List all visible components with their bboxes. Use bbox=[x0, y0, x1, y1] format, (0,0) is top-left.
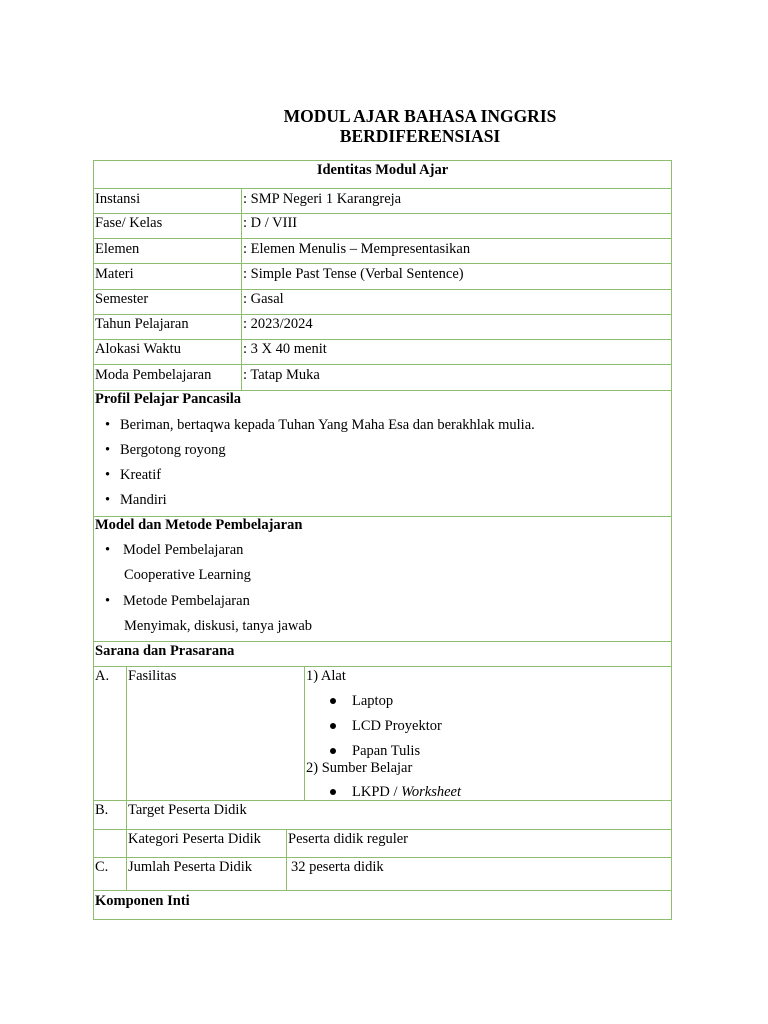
sumber-label: 2) Sumber Belajar bbox=[306, 760, 413, 776]
profil-header: Profil Pelajar Pancasila bbox=[95, 391, 242, 407]
model-item-detail: Cooperative Learning bbox=[124, 567, 251, 583]
sarana-b-title: Target Peserta Didik bbox=[128, 802, 247, 818]
document-title bbox=[0, 106, 768, 146]
identitas-value: : SMP Negeri 1 Karangreja bbox=[243, 191, 402, 207]
model-item: Metode Pembelajaran bbox=[123, 593, 250, 609]
bullet-icon: • bbox=[105, 467, 111, 483]
identitas-value: : Gasal bbox=[243, 291, 284, 307]
kategori-blank-cell bbox=[93, 829, 127, 858]
identitas-label: Moda Pembelajaran bbox=[95, 367, 212, 383]
kategori-value: Peserta didik reguler bbox=[288, 831, 408, 847]
profil-item: Bergotong royong bbox=[120, 442, 226, 458]
alat-label: 1) Alat bbox=[306, 668, 346, 684]
identitas-label: Alokasi Waktu bbox=[95, 341, 181, 357]
bullet-dot-icon bbox=[330, 748, 336, 754]
kategori-label: Kategori Peserta Didik bbox=[128, 831, 261, 847]
title-line-2: BERDIFERENSIASI bbox=[339, 126, 501, 146]
bullet-icon: • bbox=[105, 593, 111, 609]
bullet-icon: • bbox=[105, 442, 111, 458]
identitas-label: Fase/ Kelas bbox=[95, 215, 163, 231]
identitas-value: : 3 X 40 menit bbox=[243, 341, 327, 357]
profil-item: Beriman, bertaqwa kepada Tuhan Yang Maha Esa dan berakhlak mulia. bbox=[120, 417, 535, 433]
bullet-icon: • bbox=[105, 492, 111, 508]
identitas-label: Materi bbox=[95, 266, 134, 282]
sarana-c-title: Jumlah Peserta Didik bbox=[128, 859, 253, 875]
identitas-value: : 2023/2024 bbox=[243, 316, 313, 332]
alat-item: Laptop bbox=[352, 693, 394, 709]
bullet-icon: • bbox=[105, 542, 111, 558]
alat-item: Papan Tulis bbox=[352, 743, 421, 759]
identitas-value: : Elemen Menulis – Mempresentasikan bbox=[243, 241, 471, 257]
bullet-icon: • bbox=[105, 417, 111, 433]
profil-item: Mandiri bbox=[120, 492, 167, 508]
model-item-detail: Menyimak, diskusi, tanya jawab bbox=[124, 618, 313, 634]
sumber-item-italic: Worksheet bbox=[401, 784, 462, 800]
identitas-row bbox=[241, 289, 672, 315]
identitas-label: Semester bbox=[95, 291, 149, 307]
sarana-c-value: 32 peserta didik bbox=[291, 859, 384, 875]
sarana-a-label: A. bbox=[95, 668, 110, 684]
identitas-label: Instansi bbox=[95, 191, 141, 207]
alat-item: LCD Proyektor bbox=[352, 718, 442, 734]
sarana-header: Sarana dan Prasarana bbox=[95, 643, 235, 659]
identitas-header: Identitas Modul Ajar bbox=[316, 162, 449, 178]
sarana-c-label: C. bbox=[95, 859, 109, 875]
model-item: Model Pembelajaran bbox=[123, 542, 244, 558]
bullet-dot-icon bbox=[330, 789, 336, 795]
sumber-item bbox=[352, 783, 461, 801]
sarana-a-label-cell bbox=[93, 666, 127, 801]
komponen-header: Komponen Inti bbox=[95, 893, 190, 909]
sumber-item-text: LKPD / bbox=[352, 784, 402, 800]
profil-item: Kreatif bbox=[120, 467, 162, 483]
identitas-value: : Tatap Muka bbox=[243, 367, 320, 383]
sarana-a-title: Fasilitas bbox=[128, 668, 177, 684]
identitas-label: Elemen bbox=[95, 241, 140, 257]
bullet-dot-icon bbox=[330, 723, 336, 729]
title-line-1: MODUL AJAR BAHASA INGGRIS bbox=[283, 106, 557, 126]
sarana-b-label: B. bbox=[95, 802, 109, 818]
identitas-value: : Simple Past Tense (Verbal Sentence) bbox=[243, 266, 464, 282]
identitas-value: : D / VIII bbox=[243, 215, 298, 231]
identitas-row bbox=[241, 213, 672, 239]
bullet-dot-icon bbox=[330, 698, 336, 704]
sarana-a-title-cell bbox=[126, 666, 305, 801]
model-header: Model dan Metode Pembelajaran bbox=[95, 517, 303, 533]
identitas-label: Tahun Pelajaran bbox=[95, 316, 189, 332]
